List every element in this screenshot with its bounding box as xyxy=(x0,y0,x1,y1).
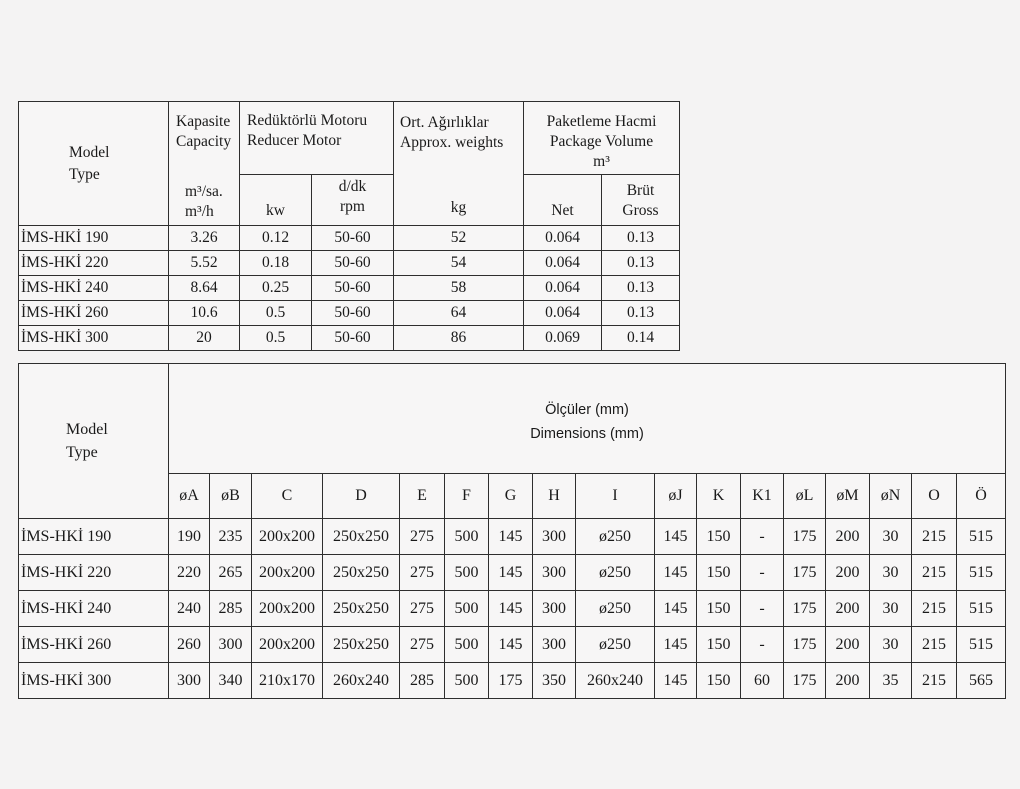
dimension-cell: 200 xyxy=(826,591,870,627)
dimension-cell: 30 xyxy=(870,591,912,627)
capacity-cell: 8.64 xyxy=(169,276,240,301)
model-header-line1: Model xyxy=(69,143,110,161)
model-type-header xyxy=(19,102,169,226)
dimension-cell: 215 xyxy=(912,591,957,627)
dimension-cell: 515 xyxy=(957,519,1006,555)
capacity-unit-line2: m³/h xyxy=(185,203,214,220)
rpm-cell: 50-60 xyxy=(312,301,394,326)
net-cell: 0.064 xyxy=(524,251,602,276)
dimension-cell: 500 xyxy=(445,663,489,699)
dimension-cell: 300 xyxy=(533,591,576,627)
column-header: H xyxy=(533,474,576,519)
dimension-cell: 300 xyxy=(533,555,576,591)
dimension-cell: 145 xyxy=(655,663,697,699)
column-header: F xyxy=(445,474,489,519)
motor-header-line2: Reducer Motor xyxy=(247,132,342,149)
dimension-cell: 500 xyxy=(445,591,489,627)
dimension-cell: 275 xyxy=(400,519,445,555)
model-header-line2: Type xyxy=(69,165,100,183)
capacity-table xyxy=(18,101,680,351)
gross-cell: 0.14 xyxy=(602,326,680,351)
weight-unit: kg xyxy=(450,199,467,216)
dimension-cell: 215 xyxy=(912,555,957,591)
dimension-cell: 515 xyxy=(957,627,1006,663)
dimension-cell: 240 xyxy=(169,591,210,627)
dimension-cell: 350 xyxy=(533,663,576,699)
capacity-cell: 5.52 xyxy=(169,251,240,276)
dimension-cell: 150 xyxy=(697,555,741,591)
package-gross-header xyxy=(602,175,680,226)
dimension-cell: 215 xyxy=(912,519,957,555)
gross-cell: 0.13 xyxy=(602,276,680,301)
package-net-header: Net xyxy=(524,175,602,226)
capacity-cell: 10.6 xyxy=(169,301,240,326)
dimension-cell: 260x240 xyxy=(576,663,655,699)
dimension-cell: 200 xyxy=(826,555,870,591)
net-cell: 0.069 xyxy=(524,326,602,351)
dimension-cell: 150 xyxy=(697,663,741,699)
capacity-unit-header xyxy=(169,175,240,226)
kg-cell: 86 xyxy=(394,326,524,351)
dimension-cell: 30 xyxy=(870,555,912,591)
dimension-cell: 150 xyxy=(697,519,741,555)
rpm-cell: 50-60 xyxy=(312,226,394,251)
dimensions-header-line2: Dimensions (mm) xyxy=(530,425,644,442)
dimension-cell: 175 xyxy=(489,663,533,699)
model-header-line2: Type xyxy=(66,444,98,461)
dimension-cell: 265 xyxy=(210,555,252,591)
kg-cell: 58 xyxy=(394,276,524,301)
kg-cell: 54 xyxy=(394,251,524,276)
model-cell: İMS-HKİ 190 xyxy=(19,519,169,555)
dimension-cell: 175 xyxy=(784,519,826,555)
dimension-cell: 500 xyxy=(445,555,489,591)
dimension-cell: 30 xyxy=(870,627,912,663)
table-row xyxy=(19,663,1006,699)
dimension-cell: 210x170 xyxy=(252,663,323,699)
dimension-cell: 145 xyxy=(655,555,697,591)
rpm-cell: 50-60 xyxy=(312,326,394,351)
dimensions-table xyxy=(18,363,1006,699)
package-header-line1: Paketleme Hacmi xyxy=(546,113,657,130)
dimension-cell: 515 xyxy=(957,591,1006,627)
reducer-motor-header xyxy=(240,102,394,175)
dimension-cell: 145 xyxy=(655,591,697,627)
gross-cell: 0.13 xyxy=(602,226,680,251)
model-header-line1: Model xyxy=(66,421,108,438)
dimension-cell: ø250 xyxy=(576,519,655,555)
dimension-cell: 190 xyxy=(169,519,210,555)
gross-header-line2: Gross xyxy=(622,202,659,219)
package-volume-header xyxy=(524,102,680,175)
capacity-unit-line1: m³/sa. xyxy=(185,183,223,200)
weight-header xyxy=(394,102,524,226)
gross-header-line1: Brüt xyxy=(626,182,655,199)
dimension-cell: 285 xyxy=(210,591,252,627)
motor-rpm-header xyxy=(312,175,394,226)
dimension-cell: 275 xyxy=(400,555,445,591)
package-header-line3: m³ xyxy=(593,153,610,170)
column-header: E xyxy=(400,474,445,519)
column-header: O xyxy=(912,474,957,519)
dimension-cell: 145 xyxy=(489,555,533,591)
table-row xyxy=(19,301,680,326)
column-header: øB xyxy=(210,474,252,519)
dimension-cell: 145 xyxy=(655,519,697,555)
dimension-cell: 285 xyxy=(400,663,445,699)
table-row xyxy=(19,226,680,251)
dimension-cell: - xyxy=(741,555,784,591)
dimension-cell: 215 xyxy=(912,663,957,699)
table-row xyxy=(19,627,1006,663)
column-header: øM xyxy=(826,474,870,519)
model-cell: İMS-HKİ 240 xyxy=(19,276,169,301)
dimension-cell: 60 xyxy=(741,663,784,699)
dimension-cell: 200 xyxy=(826,663,870,699)
table-row xyxy=(19,326,680,351)
dimension-cell: 220 xyxy=(169,555,210,591)
dimension-cell: ø250 xyxy=(576,555,655,591)
kw-cell: 0.25 xyxy=(240,276,312,301)
dimension-cell: ø250 xyxy=(576,627,655,663)
dimension-cell: 275 xyxy=(400,627,445,663)
capacity-cell: 20 xyxy=(169,326,240,351)
net-cell: 0.064 xyxy=(524,276,602,301)
column-header: K1 xyxy=(741,474,784,519)
rpm-header-line2: rpm xyxy=(340,198,365,215)
dimension-cell: 175 xyxy=(784,591,826,627)
dimension-cell: 250x250 xyxy=(323,627,400,663)
dimension-cell: 200x200 xyxy=(252,591,323,627)
kw-cell: 0.18 xyxy=(240,251,312,276)
rpm-cell: 50-60 xyxy=(312,251,394,276)
dimension-cell: 175 xyxy=(784,555,826,591)
dimension-cell: 235 xyxy=(210,519,252,555)
package-header-line2: Package Volume xyxy=(549,133,654,150)
table-row xyxy=(19,251,680,276)
column-header: G xyxy=(489,474,533,519)
dimension-cell: 200 xyxy=(826,519,870,555)
dimension-cell: 150 xyxy=(697,627,741,663)
dimension-cell: 215 xyxy=(912,627,957,663)
dimension-cell: 145 xyxy=(489,627,533,663)
dimension-cell: 200x200 xyxy=(252,555,323,591)
dimension-cell: 565 xyxy=(957,663,1006,699)
dimension-cell: 35 xyxy=(870,663,912,699)
dimension-cell: 250x250 xyxy=(323,555,400,591)
dimensions-header xyxy=(169,364,1006,474)
kg-cell: 64 xyxy=(394,301,524,326)
dimension-cell: 300 xyxy=(210,627,252,663)
weight-header-line2: Approx. weights xyxy=(400,134,504,151)
model-cell: İMS-HKİ 220 xyxy=(19,251,169,276)
dimension-cell: - xyxy=(741,519,784,555)
capacity-header xyxy=(169,102,240,175)
dimension-cell: 200x200 xyxy=(252,519,323,555)
gross-cell: 0.13 xyxy=(602,301,680,326)
rpm-cell: 50-60 xyxy=(312,276,394,301)
table-row xyxy=(19,276,680,301)
weight-header-line1: Ort. Ağırlıklar xyxy=(400,114,489,131)
kw-cell: 0.5 xyxy=(240,326,312,351)
dimension-cell: 200 xyxy=(826,627,870,663)
dimension-cell: - xyxy=(741,591,784,627)
dimension-cell: 200x200 xyxy=(252,627,323,663)
dimension-cell: 340 xyxy=(210,663,252,699)
kg-cell: 52 xyxy=(394,226,524,251)
column-header: I xyxy=(576,474,655,519)
dimension-cell: 300 xyxy=(533,627,576,663)
model-cell: İMS-HKİ 300 xyxy=(19,663,169,699)
dimension-cell: 300 xyxy=(533,519,576,555)
model-cell: İMS-HKİ 240 xyxy=(19,591,169,627)
motor-kw-header: kw xyxy=(240,175,312,226)
dimension-cell: 500 xyxy=(445,627,489,663)
column-header: C xyxy=(252,474,323,519)
rpm-header-line1: d/dk xyxy=(338,178,367,195)
table-row xyxy=(19,591,1006,627)
column-header: K xyxy=(697,474,741,519)
dimension-cell: 150 xyxy=(697,591,741,627)
dimension-cell: 250x250 xyxy=(323,519,400,555)
dimension-cell: 145 xyxy=(655,627,697,663)
dimension-cell: 250x250 xyxy=(323,591,400,627)
model-type-header xyxy=(19,364,169,519)
kw-cell: 0.5 xyxy=(240,301,312,326)
column-header: D xyxy=(323,474,400,519)
gross-cell: 0.13 xyxy=(602,251,680,276)
dimension-cell: 175 xyxy=(784,627,826,663)
column-header: øA xyxy=(169,474,210,519)
dimension-cell: ø250 xyxy=(576,591,655,627)
dimension-cell: 500 xyxy=(445,519,489,555)
column-header: øN xyxy=(870,474,912,519)
net-cell: 0.064 xyxy=(524,226,602,251)
capacity-header-line1: Kapasite xyxy=(176,113,231,130)
motor-header-line1: Redüktörlü Motoru xyxy=(247,112,368,129)
model-cell: İMS-HKİ 300 xyxy=(19,326,169,351)
dimension-cell: 175 xyxy=(784,663,826,699)
model-cell: İMS-HKİ 220 xyxy=(19,555,169,591)
column-header: øL xyxy=(784,474,826,519)
dimension-cell: 275 xyxy=(400,591,445,627)
model-cell: İMS-HKİ 260 xyxy=(19,627,169,663)
capacity-header-line2: Capacity xyxy=(176,133,232,150)
kw-cell: 0.12 xyxy=(240,226,312,251)
dimension-cell: 260 xyxy=(169,627,210,663)
dimension-cell: 30 xyxy=(870,519,912,555)
dimensions-header-line1: Ölçüler (mm) xyxy=(545,401,629,418)
dimension-cell: - xyxy=(741,627,784,663)
capacity-cell: 3.26 xyxy=(169,226,240,251)
model-cell: İMS-HKİ 260 xyxy=(19,301,169,326)
column-header: Ö xyxy=(957,474,1006,519)
dimension-cell: 260x240 xyxy=(323,663,400,699)
table-row xyxy=(19,519,1006,555)
column-header: øJ xyxy=(655,474,697,519)
dimension-cell: 300 xyxy=(169,663,210,699)
dimension-cell: 145 xyxy=(489,519,533,555)
model-cell: İMS-HKİ 190 xyxy=(19,226,169,251)
table-row xyxy=(19,555,1006,591)
dimension-cell: 145 xyxy=(489,591,533,627)
net-cell: 0.064 xyxy=(524,301,602,326)
dimension-cell: 515 xyxy=(957,555,1006,591)
